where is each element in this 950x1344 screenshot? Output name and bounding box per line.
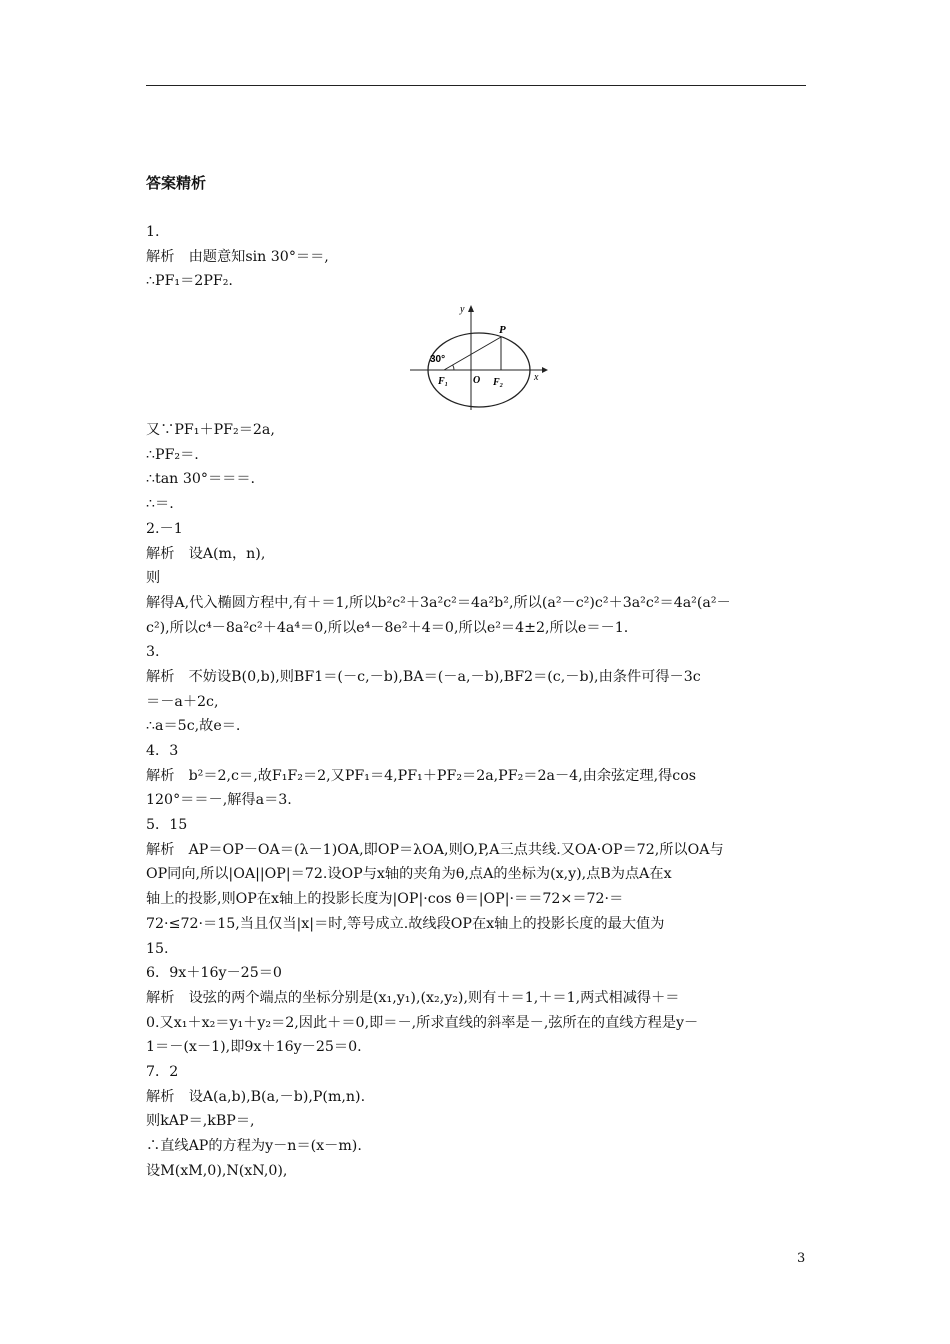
x-label: x bbox=[534, 372, 539, 384]
ellipse-diagram bbox=[408, 300, 548, 412]
text-line: ∴PF₁＝2PF₂. bbox=[146, 273, 233, 290]
angle-arc bbox=[453, 365, 454, 370]
text-line: 则 bbox=[146, 570, 161, 587]
angle-label: 30° bbox=[430, 354, 446, 366]
text-line: 72·≤72·＝15,当且仅当|x|＝时,等号成立.故线段OP在x轴上的投影长度的最大值为 bbox=[146, 915, 665, 932]
text-line: OP同向,所以|OA||OP|＝72.设OP与x轴的夹角为θ,点A的坐标为(x,y),点B为点A在x bbox=[146, 866, 672, 883]
f2-label: F₂ bbox=[493, 377, 504, 389]
p-label: P bbox=[499, 324, 506, 337]
o-label: O bbox=[473, 375, 481, 387]
text-line: c²),所以c⁴－8a²c²＋4a⁴＝0,所以e⁴－8e²＋4＝0,所以e²＝4±2,所以e＝－1. bbox=[146, 619, 629, 636]
text-block-after-figure bbox=[146, 418, 810, 1183]
text-line: 6．9x＋16y－25＝0 bbox=[146, 965, 282, 982]
text-line: 解得A,代入椭圆方程中,有＋＝1,所以b²c²＋3a²c²＝4a²b²,所以(a²－c²)c²＋3a²c²＝4a²(a²－ bbox=[146, 594, 731, 611]
text-line: ＝－a＋2c, bbox=[146, 693, 219, 710]
x-axis-arrow bbox=[542, 367, 548, 373]
ellipse-figure bbox=[146, 300, 810, 412]
text-line: 解析 设A(a,b),B(a,－b),P(m,n). bbox=[146, 1088, 366, 1105]
text-line: 0.又x₁＋x₂＝y₁＋y₂＝2,因此＋＝0,即＝－,所求直线的斜率是－,弦所在的直线方程是y－ bbox=[146, 1014, 699, 1031]
text-line: 轴上的投影,则OP在x轴上的投影长度为|OP|·cos θ＝|OP|·＝＝72×＝72·＝ bbox=[146, 891, 624, 908]
text-line: ∴直线AP的方程为y－n＝(x－m). bbox=[146, 1138, 362, 1154]
text-line: 解析 设A(m，n), bbox=[146, 545, 266, 562]
header-rule bbox=[146, 85, 806, 86]
text-line: 2.－1 bbox=[146, 520, 183, 537]
y-axis-arrow bbox=[468, 305, 474, 312]
y-label: y bbox=[460, 304, 465, 316]
text-line: 设M(xM,0),N(xN,0), bbox=[146, 1162, 288, 1179]
text-line: 则kAP＝,kBP＝, bbox=[146, 1113, 255, 1130]
text-line: 3. bbox=[146, 644, 160, 661]
text-line: ∴a＝5c,故e＝. bbox=[146, 718, 241, 735]
text-line: 1. bbox=[146, 224, 160, 240]
text-line: 1＝－(x－1),即9x＋16y－25＝0. bbox=[146, 1039, 362, 1056]
text-line: 又∵PF₁＋PF₂＝2a, bbox=[146, 422, 275, 439]
text-line: 解析 AP＝OP－OA＝(λ－1)OA,即OP＝λOA,则O,P,A三点共线.又OA·OP＝72,所以OA与 bbox=[146, 841, 724, 858]
f1-label: F₁ bbox=[438, 376, 449, 388]
text-line: 120°＝＝－,解得a＝3. bbox=[146, 792, 292, 809]
text-line: ∴＝. bbox=[146, 496, 174, 513]
text-line: 解析 不妨设B(0,b),则BF1＝(－c,－b),BA＝(－a,－b),BF2＝(c,－b),由条件可得－3c bbox=[146, 668, 701, 685]
text-line: 15. bbox=[146, 940, 169, 957]
text-line: 4．3 bbox=[146, 743, 179, 759]
segment-pf1 bbox=[444, 337, 501, 370]
text-line: 解析 b²＝2,c＝,故F₁F₂＝2,又PF₁＝4,PF₁＋PF₂＝2a,PF₂＝2a－4,由余弦定理,得cos bbox=[146, 767, 697, 784]
page-number: 3 bbox=[797, 1251, 806, 1266]
text-line: 解析 设弦的两个端点的坐标分别是(x₁,y₁),(x₂,y₂),则有＋＝1,＋＝1,两式相减得＋＝ bbox=[146, 989, 680, 1006]
text-line: ∴tan 30°＝＝＝. bbox=[146, 471, 256, 488]
answer-body bbox=[146, 220, 810, 1183]
text-line: 7．2 bbox=[146, 1063, 179, 1080]
text-line: 解析 由题意知sin 30°＝＝, bbox=[146, 248, 329, 265]
section-heading: 答案精析 bbox=[146, 174, 207, 192]
text-block-before-figure bbox=[146, 220, 810, 294]
text-line: ∴PF₂＝. bbox=[146, 446, 199, 463]
text-line: 5．15 bbox=[146, 817, 188, 834]
